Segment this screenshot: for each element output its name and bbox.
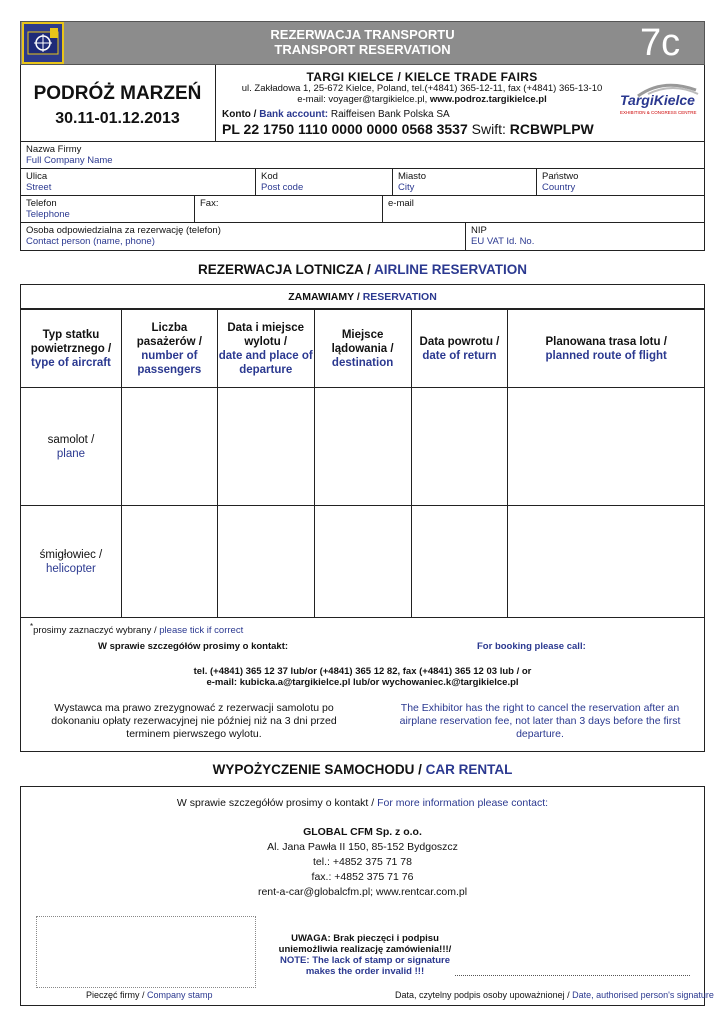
stamp-warning bbox=[255, 933, 475, 977]
col-aircraft-type-en: type of aircraft bbox=[31, 356, 111, 369]
event-title: PODRÓŻ MARZEŃ bbox=[33, 83, 202, 104]
airline-contact-en: For booking please call: bbox=[477, 641, 586, 652]
stamp-caption-en: Company stamp bbox=[147, 990, 213, 1000]
col-passengers-en: number of passengers bbox=[137, 349, 202, 376]
car-company-details bbox=[20, 825, 705, 900]
col-return-date-en: date of return bbox=[422, 349, 497, 362]
car-company-web: rent-a-car@globalcfm.pl; www.rentcar.com.pl bbox=[257, 886, 468, 898]
bank-label-pl: Konto / bbox=[222, 109, 260, 120]
fax-label: Fax: bbox=[200, 198, 219, 209]
form-title-en: TRANSPORT RESERVATION bbox=[274, 42, 451, 57]
helicopter-departure-cell[interactable] bbox=[217, 506, 314, 618]
helicopter-passengers-cell[interactable] bbox=[121, 506, 217, 618]
swift-label: Swift: bbox=[467, 121, 510, 137]
signature-caption-en: Date, authorised person's signature bbox=[572, 990, 714, 1000]
street-label-en: Street bbox=[26, 182, 52, 193]
col-destination bbox=[314, 310, 411, 388]
car-company-tel: tel.: +4852 375 71 78 bbox=[313, 856, 412, 868]
reservation-header-en: RESERVATION bbox=[362, 291, 437, 303]
airline-title-pl: REZERWACJA LOTNICZA / bbox=[197, 262, 374, 277]
stamp-caption-pl: Pieczęć firmy / bbox=[86, 990, 148, 1000]
form-title-pl: REZERWACJA TRANSPORTU bbox=[270, 27, 455, 42]
row-helicopter-pl: śmigłowiec / bbox=[39, 548, 103, 561]
col-return-date-pl: Data powrotu / bbox=[419, 335, 500, 348]
helicopter-destination-cell[interactable] bbox=[314, 506, 411, 618]
airline-contact-details bbox=[20, 666, 705, 688]
car-title-pl: WYPOŻYCZENIE SAMOCHODU / bbox=[212, 762, 426, 777]
airline-title-en: AIRLINE RESERVATION bbox=[374, 262, 528, 277]
car-company-address: Al. Jana Pawła II 150, 85-152 Bydgoszcz bbox=[267, 841, 458, 853]
contact-person-label-pl: Osoba odpowiedzialna za rezerwację (telefon) bbox=[26, 225, 221, 236]
country-label-pl: Państwo bbox=[542, 171, 579, 182]
col-aircraft-type bbox=[21, 310, 122, 388]
company-stamp-area[interactable] bbox=[36, 916, 256, 988]
post-code-label-pl: Kod bbox=[261, 171, 278, 182]
reservation-header-pl: ZAMAWIAMY / bbox=[288, 291, 363, 303]
car-section-title bbox=[20, 762, 705, 777]
bank-account bbox=[222, 109, 450, 120]
street-label-pl: Ulica bbox=[26, 171, 48, 182]
plane-departure-cell[interactable] bbox=[217, 388, 314, 506]
telephone-label-pl: Telefon bbox=[26, 198, 57, 209]
company-name-label-pl: Nazwa Firmy bbox=[26, 144, 82, 155]
col-flight-route-en: planned route of flight bbox=[545, 349, 667, 362]
bank-name: Raiffeisen Bank Polska SA bbox=[328, 109, 450, 120]
telephone-label-en: Telephone bbox=[26, 209, 70, 220]
col-passengers-pl: Liczba pasażerów / bbox=[136, 321, 202, 348]
street-field[interactable] bbox=[20, 168, 256, 196]
signature-caption bbox=[395, 990, 714, 1000]
country-label-en: Country bbox=[542, 182, 576, 193]
table-row-helicopter bbox=[21, 506, 705, 618]
post-code-field[interactable] bbox=[255, 168, 393, 196]
cancel-policy-pl: Wystawca ma prawo zrezygnować z rezerwacji samolotu po dokonaniu opłaty rezerwacyjnej nie później niż na 3 dni przed terminem pierwszego wylotu. bbox=[51, 702, 337, 740]
car-contact-line bbox=[20, 797, 705, 809]
iban-line bbox=[222, 121, 594, 137]
bank-label-en: Bank account: bbox=[259, 109, 329, 120]
fax-field[interactable] bbox=[194, 195, 383, 223]
tick-note: *prosimy zaznaczyć wybrany / please tick if correct bbox=[30, 622, 244, 637]
contact-person-label-en: Contact person (name, phone) bbox=[26, 236, 155, 247]
row-helicopter-en: helicopter bbox=[46, 562, 96, 575]
row-plane-en: plane bbox=[56, 447, 86, 460]
reservation-header bbox=[20, 284, 705, 309]
company-name-field[interactable] bbox=[20, 141, 705, 169]
plane-passengers-cell[interactable] bbox=[121, 388, 217, 506]
organizer-address bbox=[222, 83, 622, 105]
col-destination-pl: Miejsce lądowania / bbox=[331, 328, 394, 355]
airline-contact-pl: W sprawie szczegółów prosimy o kontakt: bbox=[98, 641, 289, 652]
vat-id-label-en: EU VAT Id. No. bbox=[471, 236, 535, 247]
organizer-website: www.podroz.targikielce.pl bbox=[429, 94, 547, 105]
form-title bbox=[200, 27, 525, 57]
city-label-pl: Miasto bbox=[398, 171, 426, 182]
car-title-en: CAR RENTAL bbox=[425, 762, 513, 777]
organizer-email: e-mail: voyager@targikielce.pl, bbox=[297, 94, 430, 105]
iban: PL 22 1750 1110 0000 0000 0568 3537 bbox=[222, 121, 468, 137]
city-label-en: City bbox=[398, 182, 415, 193]
airline-section-title bbox=[20, 262, 705, 277]
event-divider bbox=[215, 65, 216, 142]
email-label: e-mail bbox=[388, 198, 414, 209]
warning-en-1: NOTE: The lack of stamp or signature bbox=[280, 955, 450, 966]
signature-caption-pl: Data, czytelny podpis osoby upoważnionej / bbox=[395, 990, 573, 1000]
tick-note-en: please tick if correct bbox=[159, 625, 244, 637]
company-name-label-en: Full Company Name bbox=[26, 155, 113, 166]
col-passengers bbox=[121, 310, 217, 388]
col-flight-route-pl: Planowana trasa lotu / bbox=[545, 335, 667, 348]
city-field[interactable] bbox=[392, 168, 537, 196]
tick-note-pl: prosimy zaznaczyć wybrany / bbox=[33, 625, 160, 637]
row-label-helicopter[interactable] bbox=[21, 506, 122, 618]
airline-contact-phones: tel. (+4841) 365 12 37 lub/or (+4841) 365 12 82, fax (+4841) 365 12 03 lub / or bbox=[193, 666, 532, 677]
plane-return-cell[interactable] bbox=[411, 388, 508, 506]
post-code-label-en: Post code bbox=[261, 182, 304, 193]
fair-logo-icon bbox=[22, 22, 64, 64]
helicopter-route-cell[interactable] bbox=[508, 506, 705, 618]
col-departure-pl: Data i miejsce wylotu / bbox=[227, 321, 305, 348]
swift-code: RCBWPLPW bbox=[509, 121, 594, 137]
col-aircraft-type-pl: Typ statku powietrznego / bbox=[30, 328, 112, 355]
airline-table bbox=[20, 309, 705, 618]
table-row-plane bbox=[21, 388, 705, 506]
event-dates: 30.11-01.12.2013 bbox=[55, 110, 180, 127]
contact-person-field[interactable] bbox=[20, 222, 466, 251]
brand-logo-text: TargiKielce bbox=[620, 92, 695, 108]
row-label-plane[interactable] bbox=[21, 388, 122, 506]
col-return-date bbox=[411, 310, 508, 388]
organizer-address-line: ul. Zakładowa 1, 25-672 Kielce, Poland, tel.(+4841) 365-12-11, fax (+4841) 365-13-10 bbox=[241, 83, 603, 94]
car-company-fax: fax.: +4852 375 71 76 bbox=[311, 871, 414, 883]
organizer-name: TARGI KIELCE / KIELCE TRADE FAIRS bbox=[306, 70, 538, 84]
email-field[interactable] bbox=[382, 195, 705, 223]
car-contact-pl: W sprawie szczegółów prosimy o kontakt / bbox=[176, 797, 378, 809]
col-departure-en: date and place of departure bbox=[218, 349, 313, 376]
helicopter-return-cell[interactable] bbox=[411, 506, 508, 618]
warning-pl-2: uniemożliwia realizację zamówienia!!!/ bbox=[278, 944, 452, 955]
warning-pl-1: UWAGA: Brak pieczęci i podpisu bbox=[291, 933, 439, 944]
warning-en-2: makes the order invalid !!! bbox=[305, 966, 425, 977]
telephone-field[interactable] bbox=[20, 195, 195, 223]
row-plane-pl: samolot / bbox=[47, 433, 95, 446]
airline-table-header bbox=[21, 310, 705, 388]
vat-id-field[interactable] bbox=[465, 222, 705, 251]
col-destination-en: destination bbox=[331, 356, 394, 369]
signature-line[interactable] bbox=[455, 975, 690, 976]
car-company-name: GLOBAL CFM Sp. z o.o. bbox=[303, 826, 422, 838]
form-number: 7c bbox=[640, 22, 681, 64]
plane-destination-cell[interactable] bbox=[314, 388, 411, 506]
col-flight-route bbox=[508, 310, 705, 388]
car-contact-en: For more information please contact: bbox=[377, 797, 549, 809]
country-field[interactable] bbox=[536, 168, 705, 196]
vat-id-label-pl: NIP bbox=[471, 225, 487, 236]
brand-logo-subtitle: EXHIBITION & CONGRESS CENTRE bbox=[620, 110, 697, 115]
targi-kielce-logo bbox=[618, 80, 703, 124]
stamp-caption bbox=[86, 990, 213, 1000]
airline-contact-emails: e-mail: kubicka.a@targikielce.pl lub/or wychowaniec.k@targikielce.pl bbox=[206, 677, 519, 688]
cancel-policy-en: The Exhibitor has the right to cancel the reservation after an airplane reservation fee, not later than 3 days before the first departure. bbox=[399, 702, 681, 740]
col-departure bbox=[217, 310, 314, 388]
plane-route-cell[interactable] bbox=[508, 388, 705, 506]
